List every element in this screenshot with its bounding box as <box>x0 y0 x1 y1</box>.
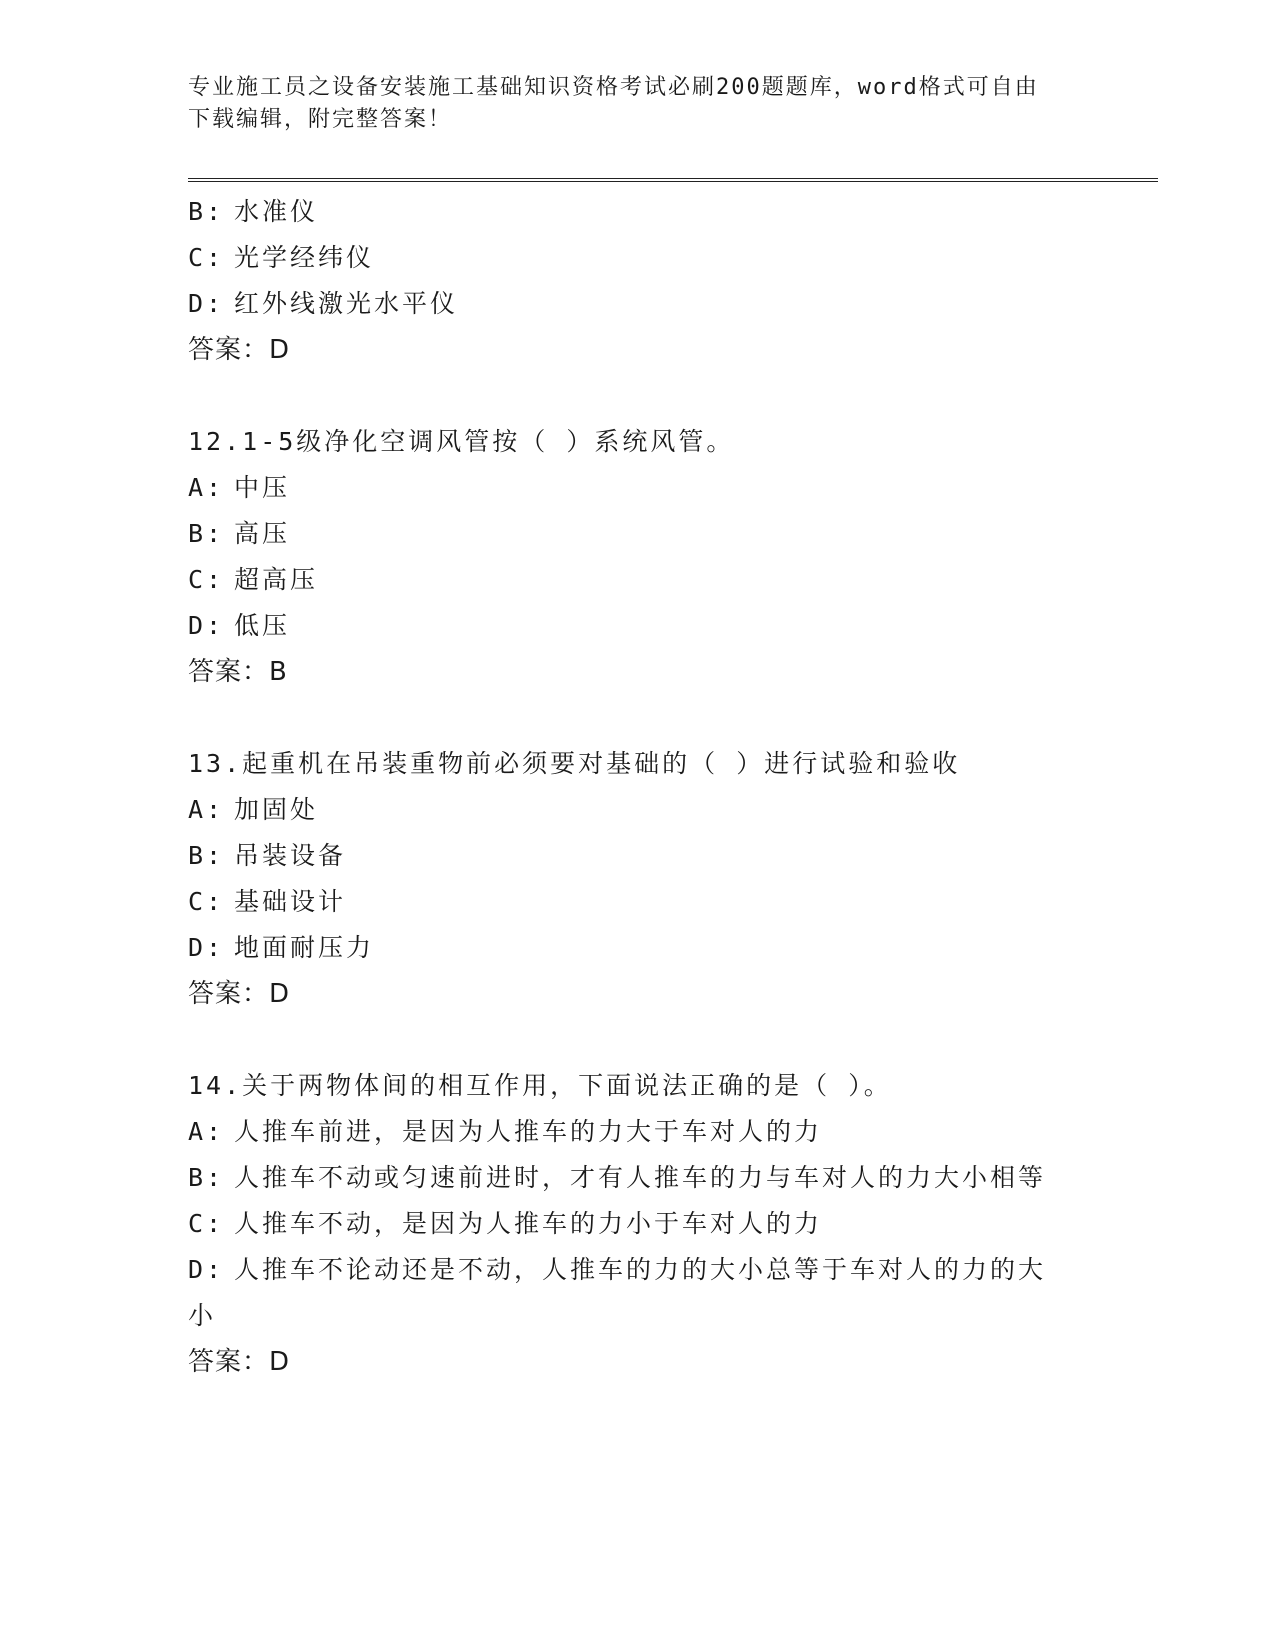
option-c: C: 人推车不动，是因为人推车的力小于车对人的力 <box>188 1209 823 1238</box>
answer: 答案：D <box>188 335 291 365</box>
option-d-continuation: 小 <box>188 1301 217 1330</box>
option-c: C: 基础设计 <box>188 887 347 916</box>
question-13 <box>188 741 1088 1017</box>
option-b: B: 水准仪 <box>188 197 319 226</box>
question-list <box>188 189 1088 1385</box>
question-number: 12. <box>188 427 243 456</box>
question-stem: 13.起重机在吊装重物前必须要对基础的（ ）进行试验和验收 <box>188 749 961 778</box>
document-header <box>188 72 1068 136</box>
header-line-1: 专业施工员之设备安装施工基础知识资格考试必刷200题题库，word格式可自由 <box>188 75 1039 100</box>
header-divider <box>188 178 1158 182</box>
option-b: B: 高压 <box>188 519 291 548</box>
option-d: D: 红外线激光水平仪 <box>188 289 459 318</box>
option-a: A: 加固处 <box>188 795 319 824</box>
option-b: B: 人推车不动或匀速前进时，才有人推车的力与车对人的力大小相等 <box>188 1163 1047 1192</box>
option-a: A: 人推车前进，是因为人推车的力大于车对人的力 <box>188 1117 823 1146</box>
header-line-2: 下载编辑，附完整答案！ <box>188 107 453 132</box>
option-d: D: 人推车不论动还是不动，人推车的力的大小总等于车对人的力的大 <box>188 1255 1047 1284</box>
question-12 <box>188 419 1088 695</box>
option-c: C: 超高压 <box>188 565 319 594</box>
question-stem: 14.关于两物体间的相互作用，下面说法正确的是（ ）。 <box>188 1071 892 1100</box>
question-number: 14. <box>188 1071 243 1100</box>
option-d: D: 地面耐压力 <box>188 933 375 962</box>
answer: 答案：D <box>188 979 291 1009</box>
question-14 <box>188 1063 1088 1385</box>
option-d: D: 低压 <box>188 611 291 640</box>
spacer <box>188 695 1088 741</box>
question-stem: 12.1-5级净化空调风管按（ ）系统风管。 <box>188 427 735 456</box>
option-a: A: 中压 <box>188 473 291 502</box>
question-11 <box>188 189 1088 373</box>
question-number: 13. <box>188 749 243 778</box>
option-b: B: 吊装设备 <box>188 841 347 870</box>
answer: 答案：D <box>188 1347 291 1377</box>
option-c: C: 光学经纬仪 <box>188 243 375 272</box>
spacer <box>188 373 1088 419</box>
spacer <box>188 1017 1088 1063</box>
answer: 答案：B <box>188 657 288 687</box>
